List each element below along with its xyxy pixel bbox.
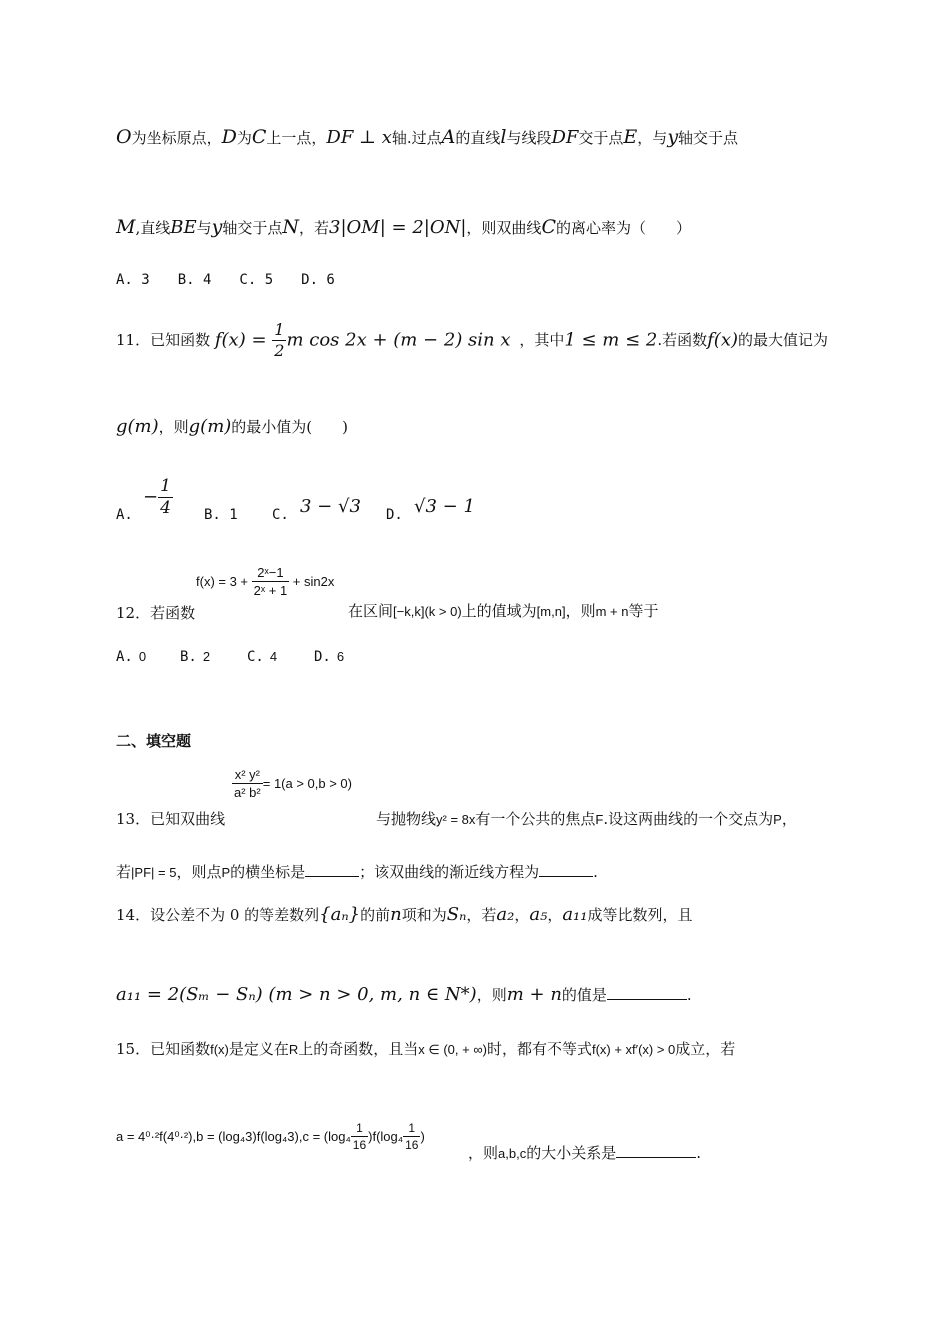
q11-option-a-value: − $\frac{1}{4}$ bbox=[143, 476, 171, 518]
q13-blank-1[interactable] bbox=[305, 864, 359, 877]
q11-option-d-label: D. bbox=[386, 507, 403, 523]
q14-condition: a₁₁ = 2(Sₘ − Sₙ) (m > n > 0, m, n ∈ N*) bbox=[116, 984, 477, 1005]
q13-line-1: 13．已知双曲线 bbox=[116, 810, 226, 828]
q11-line-2: g(m)，则g(m)的最小值为( ) bbox=[116, 416, 349, 437]
q11-line-1: 11．已知函数 f(x) = $\frac{1}{2}$ m cos 2x + (m − 2) sin x ，其中1 ≤ m ≤ 2.若函数f(x)的最大值记为 bbox=[116, 320, 829, 360]
q11-option-b: B. 1 bbox=[204, 507, 238, 523]
q14-line-2: a₁₁ = 2(Sₘ − Sₙ) (m > n > 0, m, n ∈ N*)，则m + n的值是 . bbox=[116, 984, 692, 1005]
q13-hyperbola-equation: $\frac{\text{x² y²}}{\text{a² b²}}$ = 1(a > 0,b > 0) bbox=[234, 767, 352, 800]
q12-number: 12．若函数 bbox=[116, 604, 196, 622]
q13-line-1b: 与抛物线y² = 8x有一个公共的焦点F.设这两曲线的一个交点为P， bbox=[376, 810, 797, 828]
section-fill-in-title: 二、填空题 bbox=[116, 732, 192, 750]
q10-condition: 3|OM| = 2|ON| bbox=[329, 217, 467, 238]
q11-option-a-label: A. bbox=[116, 507, 133, 523]
q12-option-a: A. 0 bbox=[116, 649, 147, 665]
q13-blank-2[interactable] bbox=[539, 864, 593, 877]
q11-half-fraction: $\frac{1}{2}$ bbox=[274, 320, 285, 360]
q12-option-b: B. 2 bbox=[180, 649, 211, 665]
q13-line-2: 若|PF| = 5，则点P的横坐标是 ；该双曲线的渐近线方程为 . bbox=[116, 863, 598, 881]
q15-blank[interactable] bbox=[616, 1145, 696, 1158]
q15-line-1: 15．已知函数f(x)是定义在R上的奇函数，且当x ∈ (0, + ∞)时，都有不等式f(x) + xf′(x) > 0成立，若 bbox=[116, 1040, 736, 1058]
q15-definitions: a = 4⁰·²f(4⁰·²),b = (log₄3)f(log₄3),c = (log₄ $\frac{1}{16}$ )f(log₄ $\frac{1}{16}$ ) bbox=[116, 1121, 425, 1152]
q15-line-2: ，则a,b,c的大小关系是 . bbox=[468, 1144, 701, 1162]
q10-options: A. 3 B. 4 C. 5 D. 6 bbox=[116, 272, 335, 288]
q12-option-c: C. 4 bbox=[247, 649, 278, 665]
q14-blank[interactable] bbox=[607, 987, 687, 1000]
q14-line-1: 14．设公差不为 0 的等差数列{aₙ}的前n项和为Sₙ，若a₂，a₅，a₁₁成等比数列，且 bbox=[116, 904, 693, 925]
q10-line-1: O为坐标原点，D为C上一点，DF ⊥ x轴.过点A的直线l与线段DF交于点E，与y轴交于点 bbox=[116, 126, 739, 148]
q11-option-c-value: 3 − √3 bbox=[300, 496, 361, 517]
q12-function: f(x) = 3 + $\frac{\text{2ˣ−1}}{\text{2ˣ + 1}}$ + sin2x bbox=[196, 565, 335, 598]
q10-line-2: M,直线BE与y轴交于点N，若3|OM| = 2|ON|，则双曲线C的离心率为（ ） bbox=[116, 216, 691, 238]
q11-option-d-value: √3 − 1 bbox=[414, 496, 475, 517]
q11-option-c-label: C. bbox=[272, 507, 289, 523]
q12-option-d: D. 6 bbox=[314, 649, 345, 665]
q12-line: 在区间[−k,k](k > 0)上的值域为[m,n]，则m + n等于 bbox=[348, 602, 659, 620]
